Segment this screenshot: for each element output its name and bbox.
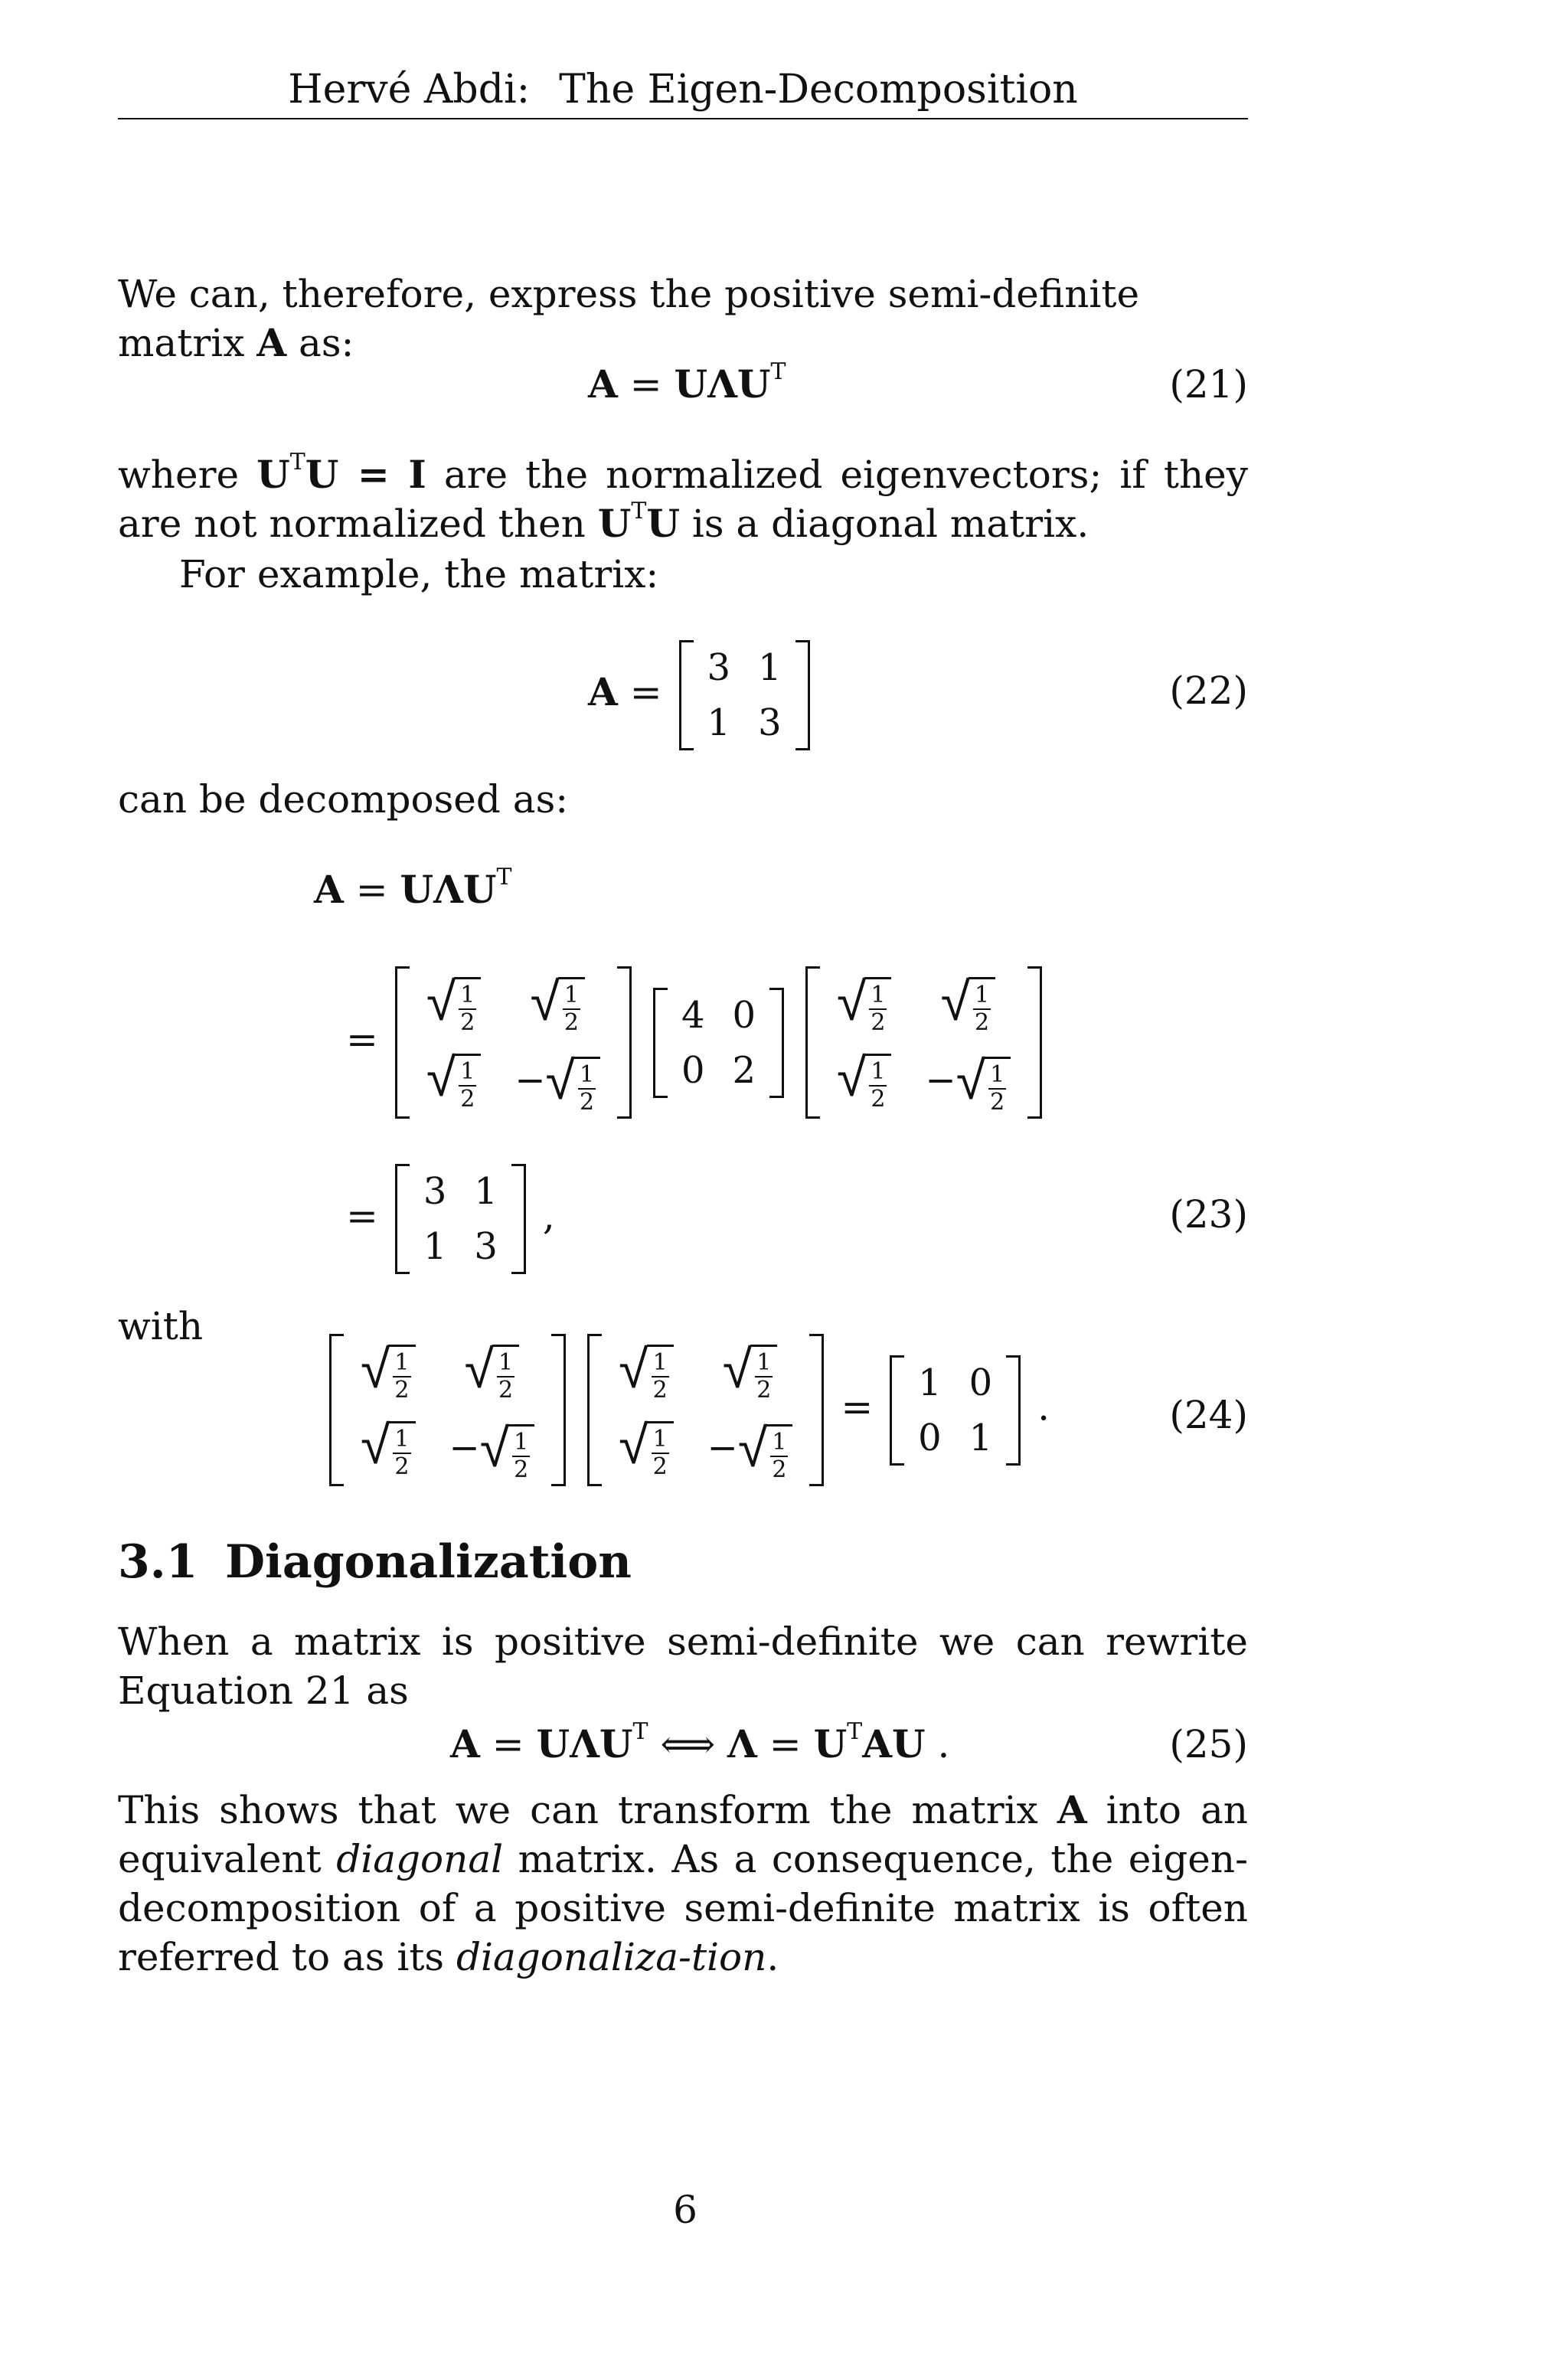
iff-arrow: ⟺ bbox=[660, 1722, 716, 1766]
equation-21: $A = U\Lambda U^T$ bbox=[588, 358, 786, 407]
paragraph-normalized: where $U^TU = I$ are the normalized eigenvectors; if they are not normalized then $U^TU$ is a diagonal matrix. bbox=[118, 449, 1248, 546]
equation-number-25: (25) bbox=[1169, 1722, 1248, 1766]
section-title: Diagonalization bbox=[225, 1535, 632, 1589]
matrix-U-transpose: √ $\frac{1}{2}$ √ $\frac{1}{2}$ √ $\frac{1}{2}$ − √ $\frac{1}{2}$ bbox=[805, 966, 1042, 1119]
paragraph-diagonalization: This shows that we can transform the matrix A into an equivalent diagonal matrix. As a consequence, the eigen-decomposition of a positive semi-definite matrix is often referred to as its diagonaliza-tion. bbox=[118, 1787, 1248, 1979]
page-number: 6 bbox=[673, 2188, 697, 2232]
matrix-A: 3 1 1 3 bbox=[679, 640, 810, 750]
paragraph-intro: We can, therefore, express the positive semi-definite matrix A as: bbox=[118, 272, 1140, 365]
equation-22: A = 3 1 1 3 bbox=[588, 640, 815, 750]
matrix-result: 3 1 1 3 bbox=[395, 1164, 526, 1274]
section-number: 3.1 bbox=[118, 1535, 198, 1589]
equation-number-23: (23) bbox=[1169, 1192, 1248, 1237]
paragraph-decompose: can be decomposed as: bbox=[118, 777, 569, 822]
equation-23-line1: $A = U\Lambda U^T$ bbox=[314, 864, 512, 912]
matrix-identity: 1 0 0 1 bbox=[890, 1355, 1021, 1466]
header-title: The Eigen-Decomposition bbox=[559, 67, 1078, 113]
running-header bbox=[118, 63, 1248, 116]
matrix-Lambda: 4 0 0 2 bbox=[653, 988, 784, 1098]
paragraph-example: For example, the matrix: bbox=[179, 552, 659, 596]
header-rule bbox=[118, 118, 1248, 119]
equation-25: $A = U\Lambda U^T$ ⟺ $\Lambda = U^TAU$ . bbox=[450, 1718, 950, 1766]
section-heading bbox=[118, 1531, 632, 1593]
matrix-U-24: √ $\frac{1}{2}$ √ $\frac{1}{2}$ √ $\frac{1}{2}$ − √ $\frac{1}{2}$ bbox=[587, 1334, 824, 1486]
matrix-U: √ $\frac{1}{2}$ √ $\frac{1}{2}$ √ $\frac{1}{2}$ − √ $\frac{1}{2}$ bbox=[395, 966, 632, 1119]
equation-23-line3: = 3 1 1 3 , bbox=[346, 1164, 555, 1274]
equation-24: √ $\frac{1}{2}$ √ $\frac{1}{2}$ √ $\frac{1}{2}$ − √ $\frac{1}{2}$ √ $\frac{1}{2}$ √ $\frac{1}{2}$ √ $\frac{1}{2}$ − √ $\frac{1}{2}$ = 1 0 0 1 . bbox=[325, 1334, 1050, 1486]
header-author: Hervé Abdi: bbox=[288, 67, 531, 113]
equation-number-24: (24) bbox=[1169, 1393, 1248, 1437]
paragraph-semidefinite: When a matrix is positive semi-definite we can rewrite Equation 21 as bbox=[118, 1619, 1248, 1713]
equation-number-21: (21) bbox=[1169, 362, 1248, 407]
matrix-U-transpose-24: √ $\frac{1}{2}$ √ $\frac{1}{2}$ √ $\frac{1}{2}$ − √ $\frac{1}{2}$ bbox=[329, 1334, 566, 1486]
equation-number-22: (22) bbox=[1169, 668, 1248, 713]
equation-23-line2: = √ $\frac{1}{2}$ √ $\frac{1}{2}$ √ $\frac{1}{2}$ − √ $\frac{1}{2}$ 4 0 0 2 √ $\frac{1}{2}$ √ $\frac{1}{2}$ √ $\frac{1}{2}$ − √ $\frac{1}{2}$ bbox=[346, 966, 1047, 1119]
word-with: with bbox=[118, 1304, 204, 1348]
